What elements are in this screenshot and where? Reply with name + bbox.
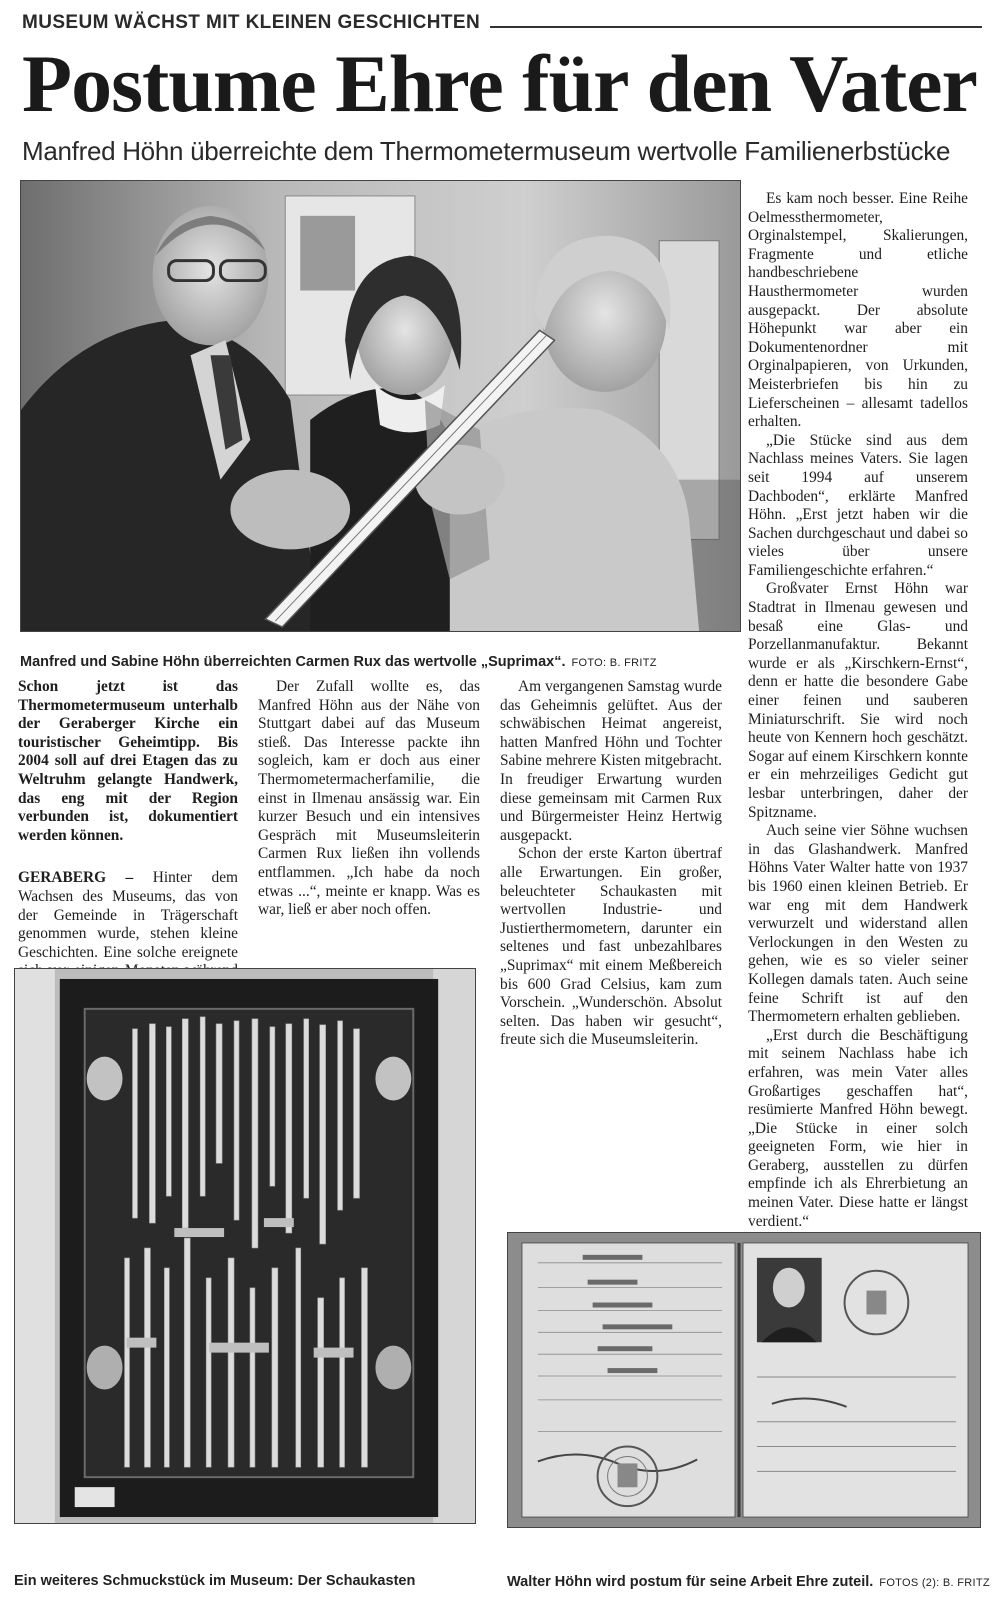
- article-paragraph: Der Zufall wollte es, das Manfred Höhn aus der Nähe von Stuttgart dabei auf das Museum stieß. Das Interesse packte ihn sogleich, kam er doch aus einer Thermometermacherfamilie, die einst in Ilmenau ansässig war. Ein kurzer Besuch und ein intensives Gespräch mit Museumsleiterin Carmen Rux ließen ihn vollends entflammen. „Ich habe da noch etwas ...“, meinte er knapp. Was es war, ließ er aber noch offen.: [258, 678, 480, 919]
- article-paragraph: Am vergangenen Samstag wurde das Geheimnis gelüftet. Aus der schwäbischen Heimat angereist, hatten Manfred Höhn und Tochter Sabine mehrere Kisten mitgebracht. In freudiger Erwartung wurden diese gemeinsam mit Carmen Rux und Bürgermeister Heinz Hertwig ausgepackt.: [500, 678, 722, 844]
- caption-doc-credit: FOTOS (2): B. FRITZ: [879, 1577, 990, 1589]
- article-column-1: [18, 678, 238, 1000]
- article-paragraph: „Die Stücke sind aus dem Nachlass meines Vaters. Sie lagen seit 1994 auf unserem Dachboden“, erklärte Manfred Höhn. „Erst jetzt haben wir die Sachen durchgeschaut und dabei so vieles über unsere Familiengeschichte erfahren.“: [748, 431, 968, 579]
- article-paragraph-text: Hinter dem Wachsen des Museums, das von der Gemeinde in Trägerschaft genommen wurde, stehen kleine Geschichten. Eine solche ereignete: [18, 869, 238, 961]
- caption-document: [507, 1573, 990, 1592]
- subheadline: Manfred Höhn überreichte dem Thermometermuseum wertvolle Familienerbstücke: [22, 136, 951, 166]
- article-paragraph: Schon der erste Karton übertraf alle Erwartungen. Ein großer, beleuchteter Schaukasten mit wertvollen Industrie- und Justierthermometern, darunter ein seltenes und fast unbezahlbares „Suprimax“ mit einem Meßbereich bis 600 Grad Celsius, kam zum Vorschein. „Wunderschön. Absolut selten. Das haben wir gesucht“, freute sich die Museumsleiterin.: [500, 845, 722, 1049]
- caption-top-credit: FOTO: B. FRITZ: [571, 657, 657, 669]
- photo-document: [507, 1232, 981, 1528]
- kicker-rule: [490, 26, 982, 28]
- article-column-3: [500, 678, 722, 1050]
- article-column-4: [748, 190, 968, 1324]
- caption-top-text: Manfred und Sabine Höhn überreichten Carmen Rux das wertvolle „Suprimax“.: [20, 654, 566, 670]
- caption-top-photo: [20, 653, 657, 672]
- photo-display-case: [14, 968, 476, 1524]
- kicker-text: MUSEUM WÄCHST MIT KLEINEN GESCHICHTEN: [22, 12, 481, 33]
- article-paragraph: Es kam noch besser. Eine Reihe Oelmessthermometer, Orginalstempel, Skalierungen, Fragmente und etliche handbeschriebene Hausthermometer wurden ausgepackt. Der absolute Höhepunkt war aber ein Dokumentenordner mit Orginalpapieren, von Urkunden, Meisterbriefen bis hin zu Lieferscheinen – allesamt tadellos erhalten.: [748, 190, 968, 431]
- dateline: GERABERG –: [18, 869, 134, 887]
- article-paragraph: „Erst durch die Beschäftigung mit seinem Nachlass habe ich erfahren, was mein Vater alles Großartiges geschaffen hat“, resümierte Manfred Höhn bewegt. „Die Stücke in einer solch geeigneten Form, wie hier in Geraberg, ausstellen zu dürfen empfinde ich als Ehrerbietung an meinen Vater. Diese hatte er längst verdient.“: [748, 1026, 968, 1230]
- kicker: [22, 12, 982, 34]
- caption-display-case: Ein weiteres Schmuckstück im Museum: Der Schaukasten: [14, 1573, 416, 1589]
- photo-people-with-thermometer: [20, 180, 741, 632]
- headline: Postume Ehre für den Vater: [22, 38, 977, 129]
- article-paragraph: Auch seine vier Söhne wuchsen in das Glashandwerk. Manfred Höhns Vater Walter hatte von 1937 bis 1960 einen kleinen Betrieb. Er war eng mit dem Handwerk verwurzelt und widerstand allen Verlockungen in den Westen zu gehen, wie es so vieler seiner Kollegen damals taten. Auch seine feine Schrift ist auf den Thermometern erhalten geblieben.: [748, 822, 968, 1026]
- article-paragraph: Großvater Ernst Höhn war Stadtrat in Ilmenau gewesen und besaß eine Glas- und Porzellanmanufaktur. Bekannt wurde er als „Kirschkern-Ernst“, denn er hatte die besondere Gabe einer feinen und sauberen Miniaturschrift. Sie wird noch heute von Kennern hoch geschätzt. Sogar auf einem Kirschkern konnte er ein mehrzeiliges Gedicht gut lesbar unterbringen, daher der Spitzname.: [748, 580, 968, 821]
- article-column-2: [258, 678, 480, 920]
- article-lead: Schon jetzt ist das Thermometermuseum unterhalb der Geraberger Kirche ein touristischer Geheimtipp. Bis 2004 soll auf drei Etagen das zu Weltruhm gelangte Handwerk, das eng mit der Region verbunden ist, dokumentiert werden können.: [18, 678, 238, 844]
- caption-doc-text: Walter Höhn wird postum für seine Arbeit Ehre zuteil.: [507, 1574, 874, 1590]
